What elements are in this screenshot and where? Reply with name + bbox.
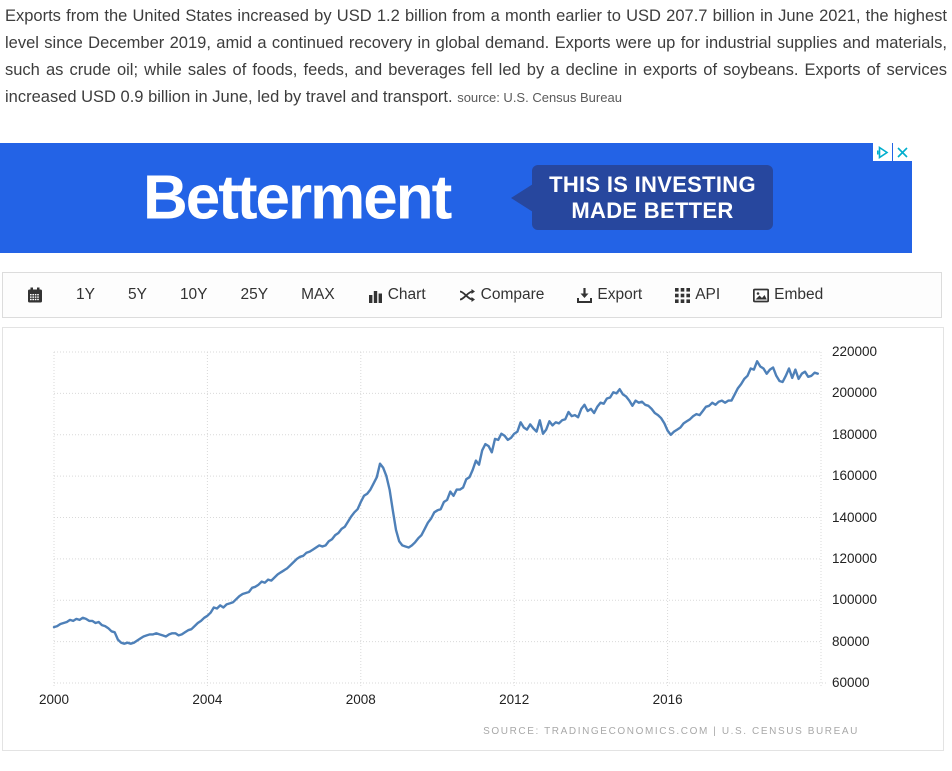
range-label: 5Y [127, 286, 147, 303]
calendar-button[interactable] [27, 287, 43, 303]
x-axis-label: 2008 [345, 692, 376, 707]
range-label: 1Y [76, 286, 95, 303]
grid-icon [675, 288, 690, 303]
ad-tagline-line1: THIS IS INVESTING [549, 171, 756, 197]
button-label: Compare [480, 286, 545, 303]
button-label: API [695, 286, 721, 303]
chart-source: SOURCE: TRADINGECONOMICS.COM | U.S. CENSUS BUREAU [483, 726, 859, 737]
x-axis-label: 2004 [192, 692, 223, 707]
shuffle-icon [459, 288, 476, 303]
x-axis-label: 2012 [499, 692, 530, 707]
summary-source: source: U.S. Census Bureau [457, 90, 622, 105]
range-label: MAX [301, 286, 335, 303]
y-axis-label: 100000 [832, 592, 878, 608]
y-axis-label: 140000 [832, 509, 878, 525]
chart-type-button[interactable] [368, 286, 426, 304]
y-axis-label: 120000 [832, 550, 878, 566]
betterment-logo: Betterment [143, 163, 451, 233]
ad-controls [872, 143, 912, 161]
bar-chart-icon [368, 288, 383, 303]
x-axis-label: 2016 [652, 692, 683, 707]
x-axis-label: 2000 [38, 692, 70, 707]
button-label: Export [597, 286, 643, 303]
y-axis-label: 220000 [832, 344, 878, 359]
exports-series-line [54, 361, 818, 643]
speech-bubble-tail-icon [511, 184, 533, 212]
api-button[interactable] [675, 286, 720, 304]
ad-banner[interactable] [0, 143, 912, 253]
range-button-25y[interactable] [241, 286, 269, 304]
compare-button[interactable] [459, 286, 545, 304]
y-axis-label: 180000 [832, 426, 878, 442]
article-summary [5, 3, 947, 111]
range-button-1y[interactable] [76, 286, 95, 304]
y-axis-label: 60000 [832, 675, 870, 690]
calendar-icon [27, 287, 43, 303]
range-label: 25Y [240, 286, 269, 303]
button-label: Embed [774, 286, 824, 303]
adchoices-icon[interactable] [873, 143, 892, 161]
range-label: 10Y [179, 286, 208, 303]
range-button-10y[interactable] [180, 286, 208, 304]
chart-toolbar [2, 272, 942, 318]
ad-close-icon[interactable] [893, 143, 912, 161]
range-button-5y[interactable] [128, 286, 147, 304]
chart-panel [2, 327, 944, 751]
y-axis-label: 160000 [832, 468, 878, 484]
y-axis-label: 200000 [832, 385, 878, 401]
button-label: Chart [387, 286, 426, 303]
export-button[interactable] [577, 286, 642, 304]
ad-speech-bubble [532, 165, 773, 230]
y-axis-label: 80000 [832, 633, 870, 649]
summary-text: Exports from the United States increased by USD 1.2 billion from a month earlier to USD 207.7 billion in June 2021, the highest level since December 2019, amid a continued recovery in global demand. Exports were up for industrial supplies and materials, such as crude oil; while sales of foods, feeds, and beverages fell led by a decline in exports of soybeans. Exports of services increased USD 0.9 billion in June, led by travel and transport. [5, 7, 947, 106]
download-icon [577, 288, 592, 303]
embed-button[interactable] [753, 286, 823, 304]
image-icon [753, 288, 769, 303]
exports-line-chart[interactable] [3, 328, 945, 752]
range-button-max[interactable] [301, 286, 335, 304]
ad-tagline-line2: MADE BETTER [571, 197, 734, 223]
